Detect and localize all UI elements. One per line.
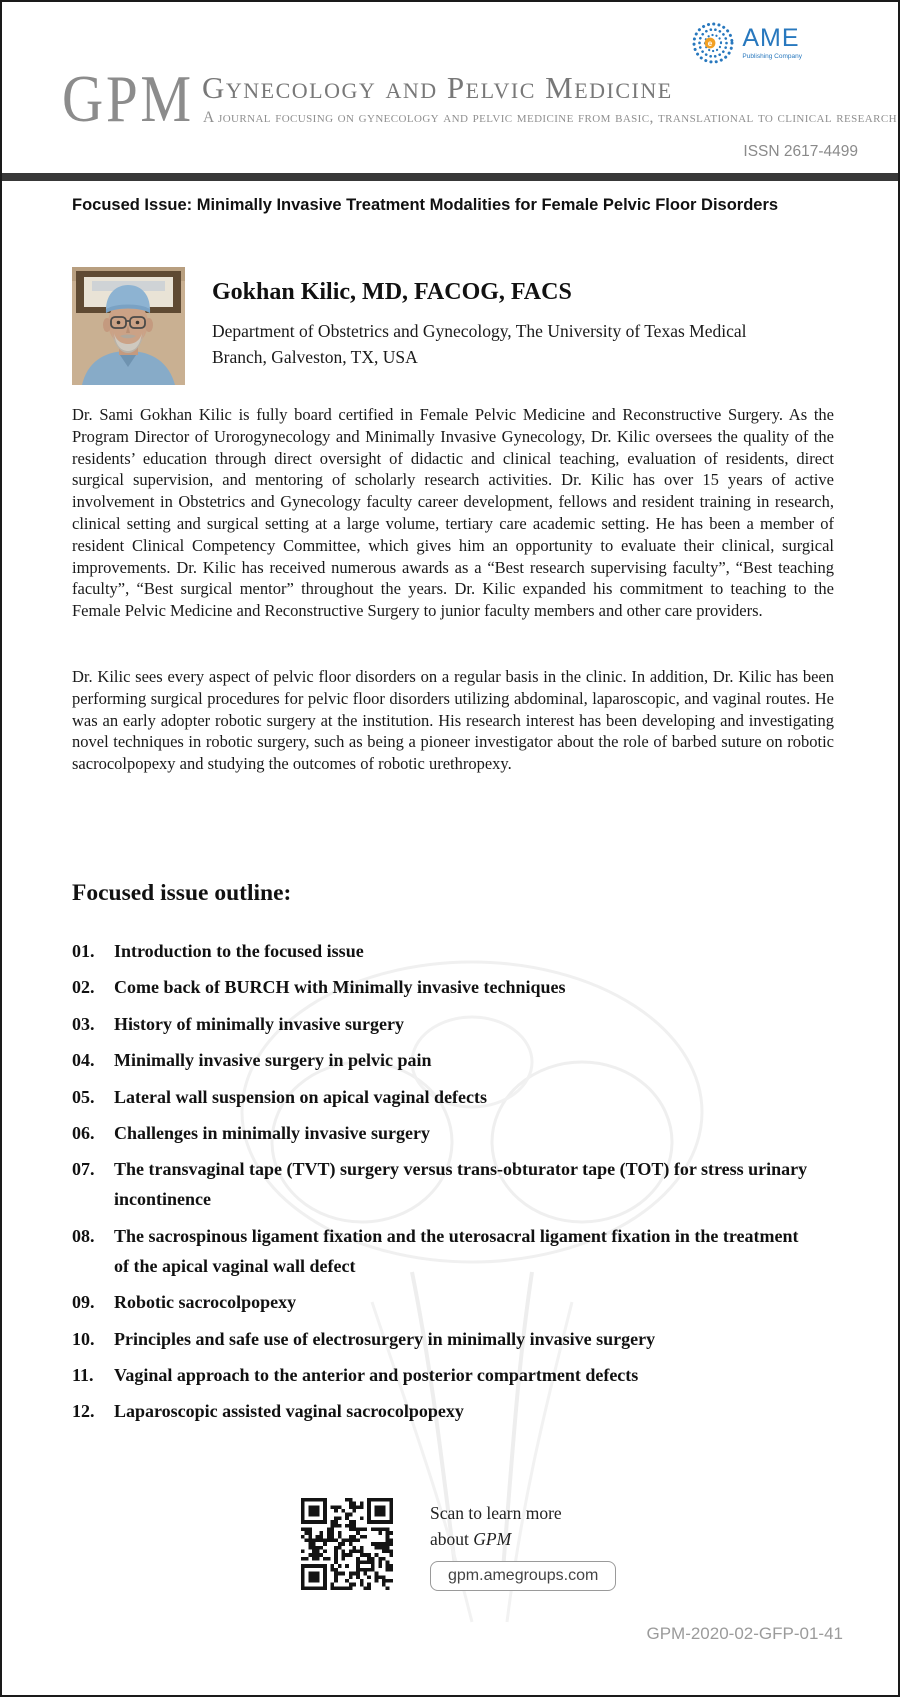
outline-item-number: 11. xyxy=(72,1364,94,1385)
outline-item-text: The sacrospinous ligament fixation and the uterosacral ligament fixation in the treatment of the apical vaginal wall defect xyxy=(114,1225,799,1276)
journal-abbr-italic: GPM xyxy=(473,1529,512,1549)
editor-affiliation: Department of Obstetrics and Gynecology, The University of Texas Medical Branch, Galveston, TX, USA xyxy=(212,321,747,367)
outline-item-number: 02. xyxy=(72,977,95,998)
outline-item xyxy=(72,1154,814,1214)
document-id: GPM-2020-02-GFP-01-41 xyxy=(646,1624,843,1643)
journal-logo: GPM xyxy=(62,62,194,137)
outline-item-text: Challenges in minimally invasive surgery xyxy=(114,1122,431,1143)
outline-item-number: 05. xyxy=(72,1086,95,1107)
outline-item xyxy=(72,1045,814,1075)
outline-item-number: 03. xyxy=(72,1013,95,1034)
outline-item-number: 12. xyxy=(72,1401,95,1422)
outline-item xyxy=(72,1082,814,1112)
focused-issue-title: Focused Issue: Minimally Invasive Treatment Modalities for Female Pelvic Floor Disorders xyxy=(72,196,779,214)
editor-bio-paragraph-1: Dr. Sami Gokhan Kilic is fully board certified in Female Pelvic Medicine and Reconstructive Surgery. As the Program Director of Urorogynecology and Minimally Invasive Gynecology, Dr. Kilic oversees the quality of the residents’ education through direct oversight of didactic and clinical teaching, evaluation of residents, direct surgical supervision, and mentoring of scholarly research activities. Dr. Kilic has over 15 years of active involvement in Obstetrics and Gynecology faculty career development, fellows and resident training in research, clinical setting and surgical setting at a large volume, tertiary care academic setting. He has been a member of resident Clinical Competency Committee, which gives him an opportunity to evaluate their clinical, surgical improvements. Dr. Kilic has received numerous awards as a “Best research supervising faculty”, “Best teaching faculty”, “Best surgical mentor” throughout the years. Dr. Kilic expanded his commitment to teaching to the Female Pelvic Medicine and Reconstructive Surgery to junior faculty members and other care providers. xyxy=(72,405,834,621)
outline-heading: Focused issue outline: xyxy=(72,880,292,906)
outline-item-number: 04. xyxy=(72,1050,95,1071)
bottom-bar xyxy=(2,0,898,2)
outline-item-number: 08. xyxy=(72,1225,95,1246)
outline-list xyxy=(72,936,814,1433)
editor-name: Gokhan Kilic, MD, FACOG, FACS xyxy=(212,279,572,305)
outline-item-number: 07. xyxy=(72,1159,95,1180)
outline-item-text: Vaginal approach to the anterior and posterior compartment defects xyxy=(114,1364,639,1385)
outline-item xyxy=(72,1396,814,1426)
outline-item xyxy=(72,1287,814,1317)
qr-caption-line1: Scan to learn more xyxy=(430,1503,562,1523)
qr-code xyxy=(301,1498,393,1590)
outline-item xyxy=(72,936,814,966)
header-separator-bar xyxy=(2,173,898,181)
svg-text:e: e xyxy=(708,39,713,48)
outline-item-text: History of minimally invasive surgery xyxy=(114,1013,404,1034)
outline-item-text: Lateral wall suspension on apical vaginal defects xyxy=(114,1086,488,1107)
qr-caption-line2: about GPM xyxy=(430,1529,512,1549)
outline-item xyxy=(72,1118,814,1148)
outline-item-text: Laparoscopic assisted vaginal sacrocolpopexy xyxy=(114,1401,464,1422)
outline-item-text: Principles and safe use of electrosurgery in minimally invasive surgery xyxy=(114,1328,656,1349)
outline-item xyxy=(72,1221,814,1281)
outline-item-number: 09. xyxy=(72,1292,95,1313)
outline-item xyxy=(72,1324,814,1354)
publisher-name: AME xyxy=(742,24,800,52)
outline-item xyxy=(72,1009,814,1039)
publisher-logo xyxy=(690,20,802,66)
outline-item-text: Introduction to the focused issue xyxy=(114,941,364,961)
journal-tagline: A journal focusing on gynecology and pelvic medicine from basic, translational to clinical research xyxy=(203,109,897,126)
outline-item-number: 06. xyxy=(72,1122,95,1143)
outline-item xyxy=(72,1360,814,1390)
editor-bio-paragraph-2: Dr. Kilic sees every aspect of pelvic floor disorders on a regular basis in the clinic. In addition, Dr. Kilic has been performing surgical procedures for pelvic floor disorders utilizing abdominal, laparoscopic, and vaginal routes. He was an early adopter robotic surgery at the institution. His research interest has been developing and investigating novel techniques in robotic surgery, such as being a pioneer investigator about the role of barbed suture on robotic sacrocolpopexy and studying the outcomes of robotic urethropexy. xyxy=(72,667,834,774)
journal-name: Gynecology and Pelvic Medicine xyxy=(202,70,673,105)
journal-url-button[interactable]: gpm.amegroups.com xyxy=(430,1561,616,1591)
outline-item-text: Robotic sacrocolpopexy xyxy=(114,1292,297,1313)
qr-section xyxy=(301,1498,616,1591)
outline-item-number: 01. xyxy=(72,941,95,961)
outline-item-text: Come back of BURCH with Minimally invasive techniques xyxy=(114,977,566,998)
outline-item xyxy=(72,972,814,1002)
ame-globe-icon xyxy=(690,20,736,66)
outline-item-text: Minimally invasive surgery in pelvic pain xyxy=(114,1050,432,1071)
outline-item-number: 10. xyxy=(72,1328,95,1349)
publisher-subtitle: Publishing Company xyxy=(742,53,802,60)
editor-portrait-photo xyxy=(72,267,185,385)
outline-item-text: The transvaginal tape (TVT) surgery versus trans-obturator tape (TOT) for stress urinary incontinence xyxy=(114,1159,808,1210)
issn-number: ISSN 2617-4499 xyxy=(743,143,858,160)
